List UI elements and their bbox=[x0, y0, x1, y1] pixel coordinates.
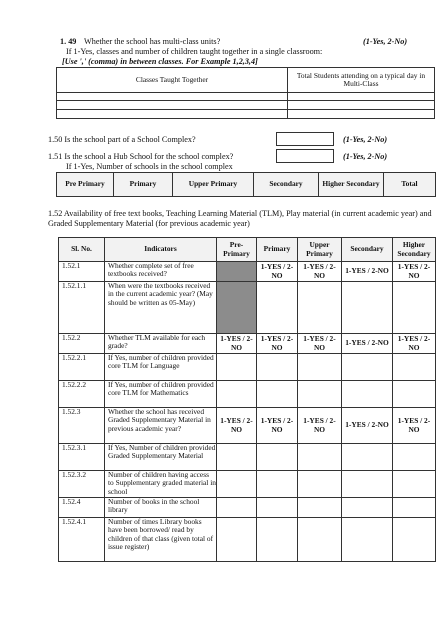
row-sl: 1.52.3.2 bbox=[59, 471, 105, 498]
row-indicator: If Yes, number of children provided core TLM for Mathematics bbox=[105, 381, 217, 408]
row-sl: 1.52.2.1 bbox=[59, 354, 105, 381]
hdr-total: Total bbox=[384, 173, 436, 197]
table-row bbox=[59, 262, 436, 282]
row-indicator: Whether the school has received Graded Supplementary Material in previous academic year? bbox=[105, 408, 217, 444]
input-cell[interactable] bbox=[342, 498, 393, 518]
input-cell[interactable] bbox=[342, 444, 393, 471]
table-row bbox=[59, 444, 436, 471]
input-cell[interactable] bbox=[393, 498, 436, 518]
input-cell[interactable] bbox=[298, 444, 342, 471]
input-cell[interactable] bbox=[217, 518, 257, 562]
table-row bbox=[59, 354, 436, 381]
table-row bbox=[59, 518, 436, 562]
row-indicator-text: When were the textbooks received in the current academic year? (May should be written as 05-May) bbox=[108, 281, 213, 307]
input-cell[interactable] bbox=[257, 518, 298, 562]
table-row bbox=[59, 408, 436, 444]
q150-text: 1.50 Is the school part of a School Complex? bbox=[48, 135, 196, 144]
hdr-pre-primary: Pre-Primary bbox=[217, 238, 257, 262]
q151-code: (1-Yes, 2-No) bbox=[343, 152, 388, 161]
row-sl: 1.52.4.1 bbox=[59, 518, 105, 562]
q149-code: (1-Yes, 2-No) bbox=[363, 37, 408, 46]
input-cell[interactable] bbox=[257, 498, 298, 518]
input-cell[interactable] bbox=[217, 354, 257, 381]
row-sl: 1.52.2.2 bbox=[59, 381, 105, 408]
table-row bbox=[59, 334, 436, 354]
q149-instruction: If 1-Yes, classes and number of children taught together in a single classroom: bbox=[66, 47, 323, 56]
yesno-cell[interactable]: 1-YES / 2-NO bbox=[298, 262, 342, 282]
hdr-higher-secondary: Higher Secondary bbox=[319, 173, 384, 197]
input-cell[interactable] bbox=[393, 381, 436, 408]
hdr-primary: Primary bbox=[114, 173, 173, 197]
input-cell[interactable] bbox=[298, 518, 342, 562]
row-sl: 1.52.3 bbox=[59, 408, 105, 444]
table-row bbox=[59, 498, 436, 518]
input-cell[interactable] bbox=[257, 282, 298, 334]
hdr-indicators: Indicators bbox=[105, 238, 217, 262]
row-indicator: Number of children having access to Supplementary graded material in school bbox=[105, 471, 217, 498]
multiclass-cell[interactable] bbox=[57, 93, 288, 101]
row-sl: 1.52.3.1 bbox=[59, 444, 105, 471]
input-cell[interactable] bbox=[393, 444, 436, 471]
input-cell[interactable] bbox=[298, 498, 342, 518]
school-complex-table bbox=[56, 172, 436, 197]
multiclass-cell[interactable] bbox=[288, 101, 435, 110]
yesno-cell[interactable]: 1-YES / 2-NO bbox=[257, 334, 298, 354]
input-cell[interactable] bbox=[257, 444, 298, 471]
input-cell[interactable] bbox=[257, 471, 298, 498]
yesno-cell[interactable]: 1-YES / 2-NO bbox=[298, 408, 342, 444]
input-cell[interactable] bbox=[217, 471, 257, 498]
yesno-cell[interactable]: 1-YES / 2-NO bbox=[393, 334, 436, 354]
row-sl: 1.52.1 bbox=[59, 262, 105, 282]
yesno-cell[interactable]: 1-YES / 2-NO bbox=[257, 262, 298, 282]
yesno-cell[interactable]: 1-YES / 2-NO bbox=[342, 262, 393, 282]
yesno-cell[interactable]: 1-YES / 2-NO bbox=[298, 334, 342, 354]
q152-text: 1.52 Availability of free text books, Teaching Learning Material (TLM), Play material (in current academic year) and Graded Supplementary Material (for previous academic year) bbox=[48, 209, 432, 228]
hdr-primary: Primary bbox=[257, 238, 298, 262]
yesno-cell[interactable]: 1-YES / 2-NO bbox=[342, 334, 393, 354]
row-indicator bbox=[105, 282, 217, 334]
input-cell[interactable] bbox=[257, 354, 298, 381]
yesno-cell[interactable]: 1-YES / 2-NO bbox=[217, 334, 257, 354]
input-cell[interactable] bbox=[298, 354, 342, 381]
q151-input[interactable] bbox=[276, 149, 334, 163]
na-cell bbox=[217, 282, 257, 334]
multiclass-table bbox=[56, 67, 435, 119]
q149-question: Whether the school has multi-class units? bbox=[84, 37, 221, 46]
table-row bbox=[59, 381, 436, 408]
q151-text: 1.51 Is the school a Hub School for the school complex? bbox=[48, 152, 234, 161]
input-cell[interactable] bbox=[342, 471, 393, 498]
row-indicator: If Yes, number of children provided core TLM for Language bbox=[105, 354, 217, 381]
row-sl: 1.52.4 bbox=[59, 498, 105, 518]
hdr-upper-primary: Upper Primary bbox=[298, 238, 342, 262]
input-cell[interactable] bbox=[298, 282, 342, 334]
input-cell[interactable] bbox=[342, 354, 393, 381]
q150-code: (1-Yes, 2-No) bbox=[343, 135, 388, 144]
input-cell[interactable] bbox=[257, 381, 298, 408]
yesno-cell[interactable]: 1-YES / 2-NO bbox=[393, 262, 436, 282]
row-sl: 1.52.1.1 bbox=[59, 282, 105, 334]
table-row bbox=[59, 282, 436, 334]
na-cell bbox=[217, 262, 257, 282]
yesno-cell[interactable]: 1-YES / 2-NO bbox=[257, 408, 298, 444]
q150-input[interactable] bbox=[276, 132, 334, 146]
hdr-secondary: Secondary bbox=[254, 173, 319, 197]
input-cell[interactable] bbox=[298, 381, 342, 408]
yesno-cell[interactable]: 1-YES / 2-NO bbox=[217, 408, 257, 444]
input-cell[interactable] bbox=[298, 471, 342, 498]
input-cell[interactable] bbox=[393, 354, 436, 381]
hdr-pre-primary: Pre Primary bbox=[57, 173, 114, 197]
input-cell[interactable] bbox=[342, 518, 393, 562]
row-indicator: If Yes, Number of children provided Graded Supplementary Material bbox=[105, 444, 217, 471]
hdr-secondary: Secondary bbox=[342, 238, 393, 262]
q149-use-note: [Use ',' (comma) in between classes. For Example 1,2,3,4] bbox=[62, 57, 258, 66]
multiclass-cell[interactable] bbox=[288, 93, 435, 101]
input-cell[interactable] bbox=[393, 282, 436, 334]
row-indicator: Number of books in the school library bbox=[105, 498, 217, 518]
hdr-upper-primary: Upper Primary bbox=[173, 173, 254, 197]
input-cell[interactable] bbox=[393, 518, 436, 562]
input-cell[interactable] bbox=[217, 498, 257, 518]
table-row bbox=[59, 471, 436, 498]
col-classes-taught: Classes Taught Together bbox=[57, 68, 288, 93]
row-indicator: Number of times Library books have been borrowed/ read by children of that class (given total of issue register) bbox=[105, 518, 217, 562]
yesno-cell[interactable]: 1-YES / 2-NO bbox=[393, 408, 436, 444]
hdr-higher-secondary: Higher Secondary bbox=[393, 238, 436, 262]
col-total-students: Total Students attending on a typical day in Multi-Class bbox=[288, 68, 435, 93]
q149-number: 1. 49 bbox=[60, 37, 77, 46]
yesno-cell[interactable]: 1-YES / 2-NO bbox=[342, 408, 393, 444]
input-cell[interactable] bbox=[217, 381, 257, 408]
multiclass-cell[interactable] bbox=[57, 110, 288, 119]
input-cell[interactable] bbox=[393, 471, 436, 498]
multiclass-cell[interactable] bbox=[57, 101, 288, 110]
input-cell[interactable] bbox=[217, 444, 257, 471]
multiclass-cell[interactable] bbox=[288, 110, 435, 119]
input-cell[interactable] bbox=[342, 282, 393, 334]
tlm-table bbox=[58, 237, 436, 562]
row-indicator: Whether complete set of free textbooks received? bbox=[105, 262, 217, 282]
input-cell[interactable] bbox=[342, 381, 393, 408]
row-sl: 1.52.2 bbox=[59, 334, 105, 354]
q151-sub: If 1-Yes, Number of schools in the school complex bbox=[66, 162, 233, 171]
row-indicator: Whether TLM available for each grade? bbox=[105, 334, 217, 354]
hdr-sl-no: Sl. No. bbox=[59, 238, 105, 262]
